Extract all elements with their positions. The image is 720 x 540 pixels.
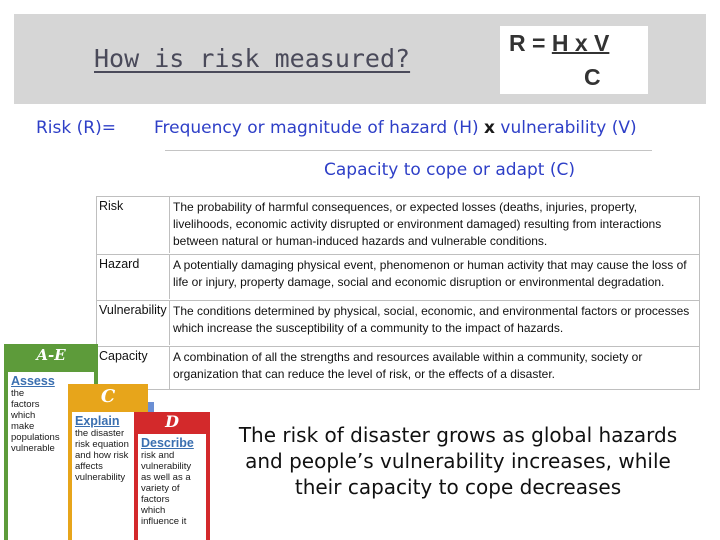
page-title: How is risk measured? — [94, 44, 411, 73]
formula-denominator: C — [584, 64, 601, 90]
equation-operator: x — [484, 118, 496, 138]
definition-hazard: A potentially damaging physical event, phenomenon or human activity that may cause the loss of life or injury, property damage, social and economic disruption or environmental degradation. — [173, 258, 687, 289]
card-explain-text: the disaster risk equation and how risk affects vulnerability — [75, 428, 129, 483]
definitions-table — [96, 196, 700, 390]
card-grade-c: C — [100, 386, 116, 407]
card-describe-body — [138, 434, 206, 540]
definition-vulnerability: The conditions determined by physical, social, economic, and environmental factors or processes which increase the susceptibility of a community to the impact of hazards. — [173, 304, 690, 335]
caption-text: The risk of disaster grows as global hazards and people’s vulnerability increases, while their capacity to cope decreases — [238, 423, 678, 499]
column-divider — [169, 301, 170, 345]
definition-capacity: A combination of all the strengths and resources available within a community, society or organization that can reduce the level of risk, or the effects of a disaster. — [173, 350, 643, 381]
equation-numerator — [154, 118, 637, 138]
term-hazard: Hazard — [99, 257, 140, 271]
card-assess-heading: Assess — [11, 374, 55, 388]
equation-denominator: Capacity to cope or adapt (C) — [324, 160, 575, 180]
card-assess-text: the factors which make populations vulnerable — [11, 388, 60, 454]
table-row — [97, 346, 699, 389]
card-grade-ae: A-E — [36, 346, 66, 364]
term-capacity: Capacity — [99, 349, 148, 363]
table-row — [97, 197, 699, 253]
formula-box — [500, 26, 648, 94]
formula-hv: H x V — [551, 30, 610, 56]
card-explain-heading: Explain — [75, 414, 120, 428]
card-describe-heading: Describe — [141, 436, 194, 450]
formula-r: R = — [509, 30, 552, 56]
card-describe-text: risk and vulnerability as well as a variety of factors which influence it — [141, 450, 192, 527]
fraction-line — [165, 150, 652, 151]
card-describe — [134, 412, 210, 540]
definition-risk: The probability of harmful consequences, or expected losses (deaths, injuries, property, livelihoods, economic activity disrupted or environment damaged) resulting from interactions between natural or human-induced hazards and vulnerable conditions. — [173, 200, 662, 248]
equation-numerator-left: Frequency or magnitude of hazard (H) — [154, 118, 485, 138]
column-divider — [169, 197, 170, 253]
table-row — [97, 254, 699, 299]
column-divider — [169, 255, 170, 299]
card-grade-d: D — [165, 412, 179, 431]
equation-numerator-right: vulnerability (V) — [495, 118, 637, 138]
column-divider — [169, 347, 170, 389]
equation-label: Risk (R)= — [36, 118, 116, 138]
term-risk: Risk — [99, 199, 124, 213]
table-row — [97, 300, 699, 345]
formula-numerator — [509, 30, 609, 57]
term-vulnerability: Vulnerability — [99, 303, 167, 317]
